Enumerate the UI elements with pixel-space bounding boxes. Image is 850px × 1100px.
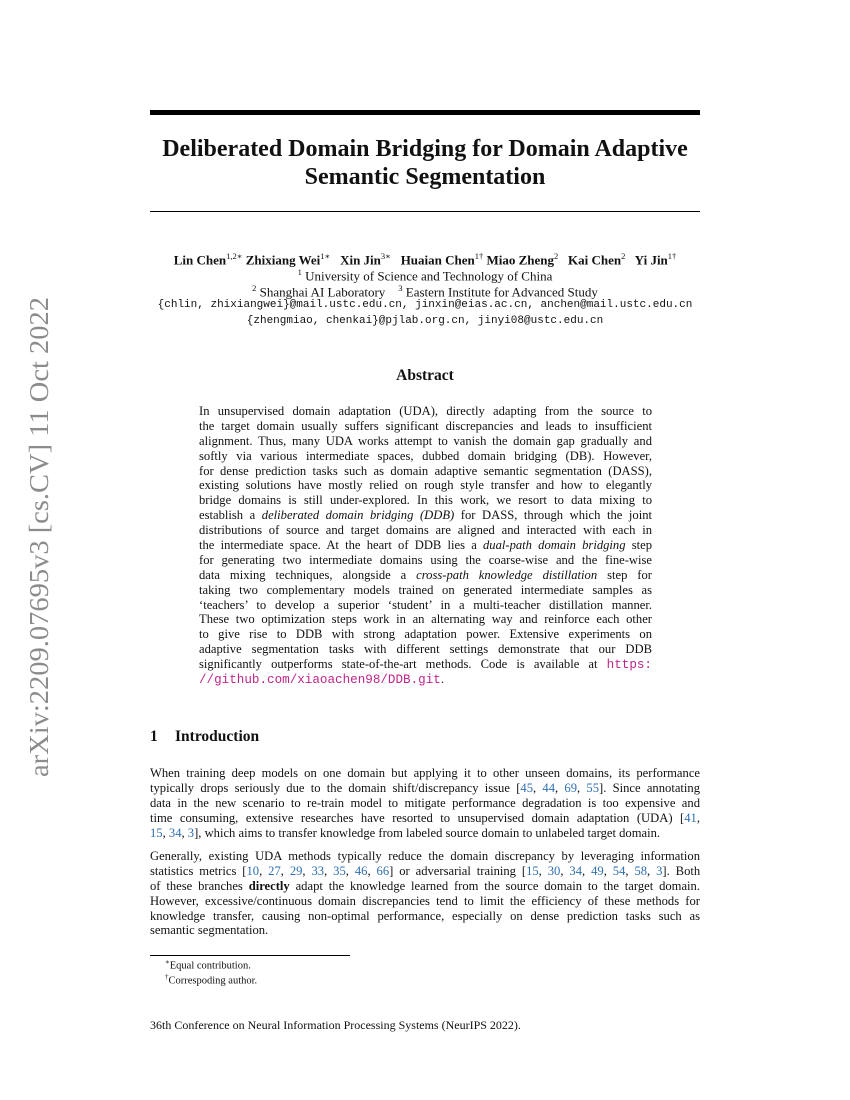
- citation-link[interactable]: 15: [150, 825, 163, 840]
- affiliation-mark: 3: [398, 283, 403, 293]
- citation-link[interactable]: 29: [289, 863, 303, 878]
- abstract-text: data mixing techniques, alongside a: [199, 567, 417, 582]
- citation-link[interactable]: 49: [591, 863, 604, 878]
- abstract-line: alignment. Thus, many UDA works attempt to vanish the domain gap gradually and: [199, 433, 652, 448]
- title-line-2: Semantic Segmentation: [304, 164, 546, 190]
- author-name: Miao Zheng: [486, 252, 555, 268]
- abstract-emphasis: dual-path domain bridging: [482, 538, 626, 553]
- abstract-line: existing solutions have mostly relied on rough style transfer and how to elegantly: [199, 478, 652, 493]
- citation-link[interactable]: 69: [564, 780, 577, 795]
- code-url-link[interactable]: https:: [606, 658, 652, 673]
- citation-link[interactable]: 46: [354, 863, 368, 878]
- abstract-body: [199, 404, 652, 687]
- author-affiliation-mark: 1†: [667, 251, 677, 261]
- arxiv-identifier-stamp: [12, 295, 62, 780]
- paragraph-text: ]. Both: [662, 863, 701, 878]
- abstract-line: bridge domains is still under-explored. In this work, we resort to data mixing to: [199, 493, 652, 508]
- abstract-line: adaptive segmentation tasks with different settings demonstrate that our DDB: [199, 642, 652, 657]
- paragraph-line: statistics metrics [10, 27, 29, 33, 35, 46, 66] or adversarial training [15, 30, 34, 49, 54, 58, 3]. Both: [150, 863, 701, 878]
- abstract-line: for generating two intermediate domains using the coarse-wise and the fine-wise: [199, 552, 652, 567]
- arxiv-stamp-text: arXiv:2209.07695v3 [cs.CV] 11 Oct 2022: [23, 313, 54, 777]
- abstract-heading: Abstract: [396, 367, 454, 384]
- footnote-corresponding-author: [165, 973, 257, 987]
- paragraph-line: time consuming, extensive researches have resorted to unsupervised domain adaptation (UDA) [41,: [150, 810, 700, 825]
- citation-link[interactable]: 58: [634, 863, 648, 878]
- section-title: Introduction: [175, 728, 260, 745]
- title-top-rule: [150, 110, 700, 115]
- author-name: Kai Chen: [568, 252, 622, 268]
- citation-link[interactable]: 44: [542, 780, 555, 795]
- footnote-mark: †: [165, 973, 169, 981]
- abstract-line: These two optimization steps work in an alternating way and reinforce each other: [199, 612, 652, 627]
- abstract-text: significantly outperforms state-of-the-art methods. Code is available at: [199, 657, 607, 672]
- paragraph-text: time consuming, extensive researches have resorted to unsupervised domain adaptation (UDA) [: [150, 810, 685, 825]
- paragraph-line: knowledge transfer, causing non-optimal performance, especially on dense prediction tasks such as: [150, 908, 700, 923]
- abstract-line: ‘teachers’ to develop a superior ‘student’ in a multi-teacher distillation manner.: [199, 597, 652, 612]
- abstract-line: taking two complementary models trained on generated intermediate samples as: [199, 582, 652, 597]
- abstract-line: softly via various intermediate spaces, dubbed domain bridging (DB). However,: [199, 448, 652, 463]
- paragraph-line: 15, 34, 3], which aims to transfer knowledge from labeled source domain to unlabeled target domain.: [150, 825, 661, 840]
- paragraph-line: data in the new scenario to re-train model to mitigate performance degradation is too expensive and: [150, 795, 700, 810]
- citation-link[interactable]: 27: [268, 863, 281, 878]
- author-affiliation-mark: 1∗: [320, 251, 331, 261]
- intro-paragraph-1: [150, 766, 700, 840]
- citation-link[interactable]: 10: [246, 863, 260, 878]
- abstract-line: for dense prediction tasks such as domain adaptive semantic segmentation (DASS),: [199, 463, 652, 478]
- paragraph-text: typically drops seriously due to the domain shift/discrepancy issue [: [150, 780, 521, 795]
- paragraph-line: semantic segmentation.: [150, 923, 269, 938]
- citation-link[interactable]: 34: [569, 863, 583, 878]
- citation-link[interactable]: 54: [612, 863, 626, 878]
- paper-title: [150, 135, 700, 191]
- footnote-equal-contribution: [165, 958, 251, 972]
- affiliation-name: Eastern Institute for Advanced Study: [405, 284, 598, 300]
- abstract-line: the target domain usually suffers significant discrepancies and leads to insufficient: [199, 418, 652, 433]
- paragraph-text: statistics metrics [: [150, 863, 247, 878]
- footnote-mark: ∗: [165, 958, 170, 966]
- citation-link[interactable]: 55: [586, 780, 599, 795]
- code-url-link-continued[interactable]: //github.com/xiaoachen98/DDB.git: [199, 673, 441, 688]
- author-name: Xin Jin: [340, 252, 381, 268]
- footnote-text: Correspoding author.: [168, 975, 258, 987]
- abstract-text: for DASS, through which the joint: [454, 508, 652, 523]
- abstract-line: [199, 508, 652, 523]
- paragraph-line: [150, 879, 700, 894]
- abstract-emphasis: cross-path knowledge distillation: [416, 567, 598, 582]
- abstract-line: [199, 568, 652, 583]
- affiliation-name: Shanghai AI Laboratory: [259, 284, 386, 300]
- citation-link[interactable]: 34: [168, 825, 182, 840]
- email-line-1: {chlin, zhixiangwei}@mail.ustc.edu.cn, jinxin@eias.ac.cn, anchen@mail.ustc.edu.cn: [157, 299, 693, 311]
- abstract-text: establish a: [199, 508, 262, 523]
- paragraph-text: adapt the knowledge learned from the source domain to the target domain.: [289, 878, 700, 893]
- author-affiliation-mark: 2: [554, 251, 559, 261]
- author-name: Huaian Chen: [400, 252, 475, 268]
- intro-paragraph-2: [150, 849, 700, 938]
- citation-link[interactable]: 45: [520, 780, 533, 795]
- abstract-line: [199, 657, 652, 672]
- citation-link[interactable]: 35: [333, 863, 346, 878]
- author-affiliation-mark: 1†: [474, 251, 484, 261]
- section-number: 1: [150, 728, 158, 745]
- affiliation-name: University of Science and Technology of China: [305, 268, 553, 284]
- abstract-text: step: [625, 538, 652, 553]
- abstract-line: distributions of source and target domains are aligned and interacted with each in: [199, 523, 652, 538]
- abstract-text: .: [440, 672, 444, 687]
- author-name: Lin Chen: [173, 252, 227, 268]
- citation-link[interactable]: 30: [547, 863, 561, 878]
- abstract-line: [199, 672, 652, 687]
- abstract-text: the intermediate space. At the heart of DDB lies a: [199, 538, 483, 553]
- author-affiliation-mark: 3∗: [380, 251, 391, 261]
- abstract-line: In unsupervised domain adaptation (UDA), directly adapting from the source to: [199, 404, 652, 418]
- author-name: Yi Jin: [634, 252, 668, 268]
- citation-link[interactable]: 66: [376, 863, 390, 878]
- paragraph-line: Generally, existing UDA methods typically reduce the domain discrepancy by leveraging information: [150, 849, 700, 863]
- paragraph-text: ], which aims to transfer knowledge from labeled source domain to unlabeled target domain.: [194, 825, 661, 840]
- paragraph-line: When training deep models on one domain but applying it to other unseen domains, its performance: [150, 766, 700, 780]
- citation-link[interactable]: 3: [656, 863, 663, 878]
- author-name: Zhixiang Wei: [245, 252, 321, 268]
- section-heading-introduction: [150, 728, 259, 746]
- citation-link[interactable]: 41: [684, 810, 697, 825]
- abstract-line: to give rise to DDB with strong adaptation power. Extensive experiments on: [199, 627, 652, 642]
- paragraph-line: typically drops seriously due to the domain shift/discrepancy issue [45, 44, 69, 55]. Since annotating: [150, 780, 700, 795]
- affiliation-mark: 2: [252, 283, 257, 293]
- affiliation-mark: 1: [297, 267, 302, 277]
- abstract-emphasis: deliberated domain bridging (DDB): [261, 508, 455, 523]
- abstract-text: step for: [597, 567, 652, 582]
- paragraph-emphasis: directly: [248, 878, 290, 893]
- email-line-2: {zhengmiao, chenkai}@pjlab.org.cn, jinyi08@ustc.edu.cn: [246, 315, 604, 327]
- paragraph-line: However, excessive/continuous domain discrepancies tend to limit the efficiency of these methods for: [150, 893, 700, 908]
- author-affiliation-mark: 1,2∗: [226, 251, 243, 261]
- abstract-line: [199, 538, 652, 553]
- title-line-1: Deliberated Domain Bridging for Domain Adaptive: [162, 136, 688, 162]
- conference-venue-note: 36th Conference on Neural Information Processing Systems (NeurIPS 2022).: [150, 1018, 521, 1032]
- title-bottom-rule: [150, 211, 700, 212]
- citation-link[interactable]: 33: [311, 863, 325, 878]
- paragraph-text: of these branches: [150, 878, 249, 893]
- footnote-rule: [150, 955, 350, 956]
- footnote-text: Equal contribution.: [169, 960, 251, 972]
- paragraph-text: ]. Since annotating: [599, 780, 700, 795]
- citation-link[interactable]: 3: [187, 825, 195, 840]
- paragraph-text: ] or adversarial training [: [389, 863, 527, 878]
- citation-link[interactable]: 15: [526, 863, 539, 878]
- author-affiliation-mark: 2: [621, 251, 626, 261]
